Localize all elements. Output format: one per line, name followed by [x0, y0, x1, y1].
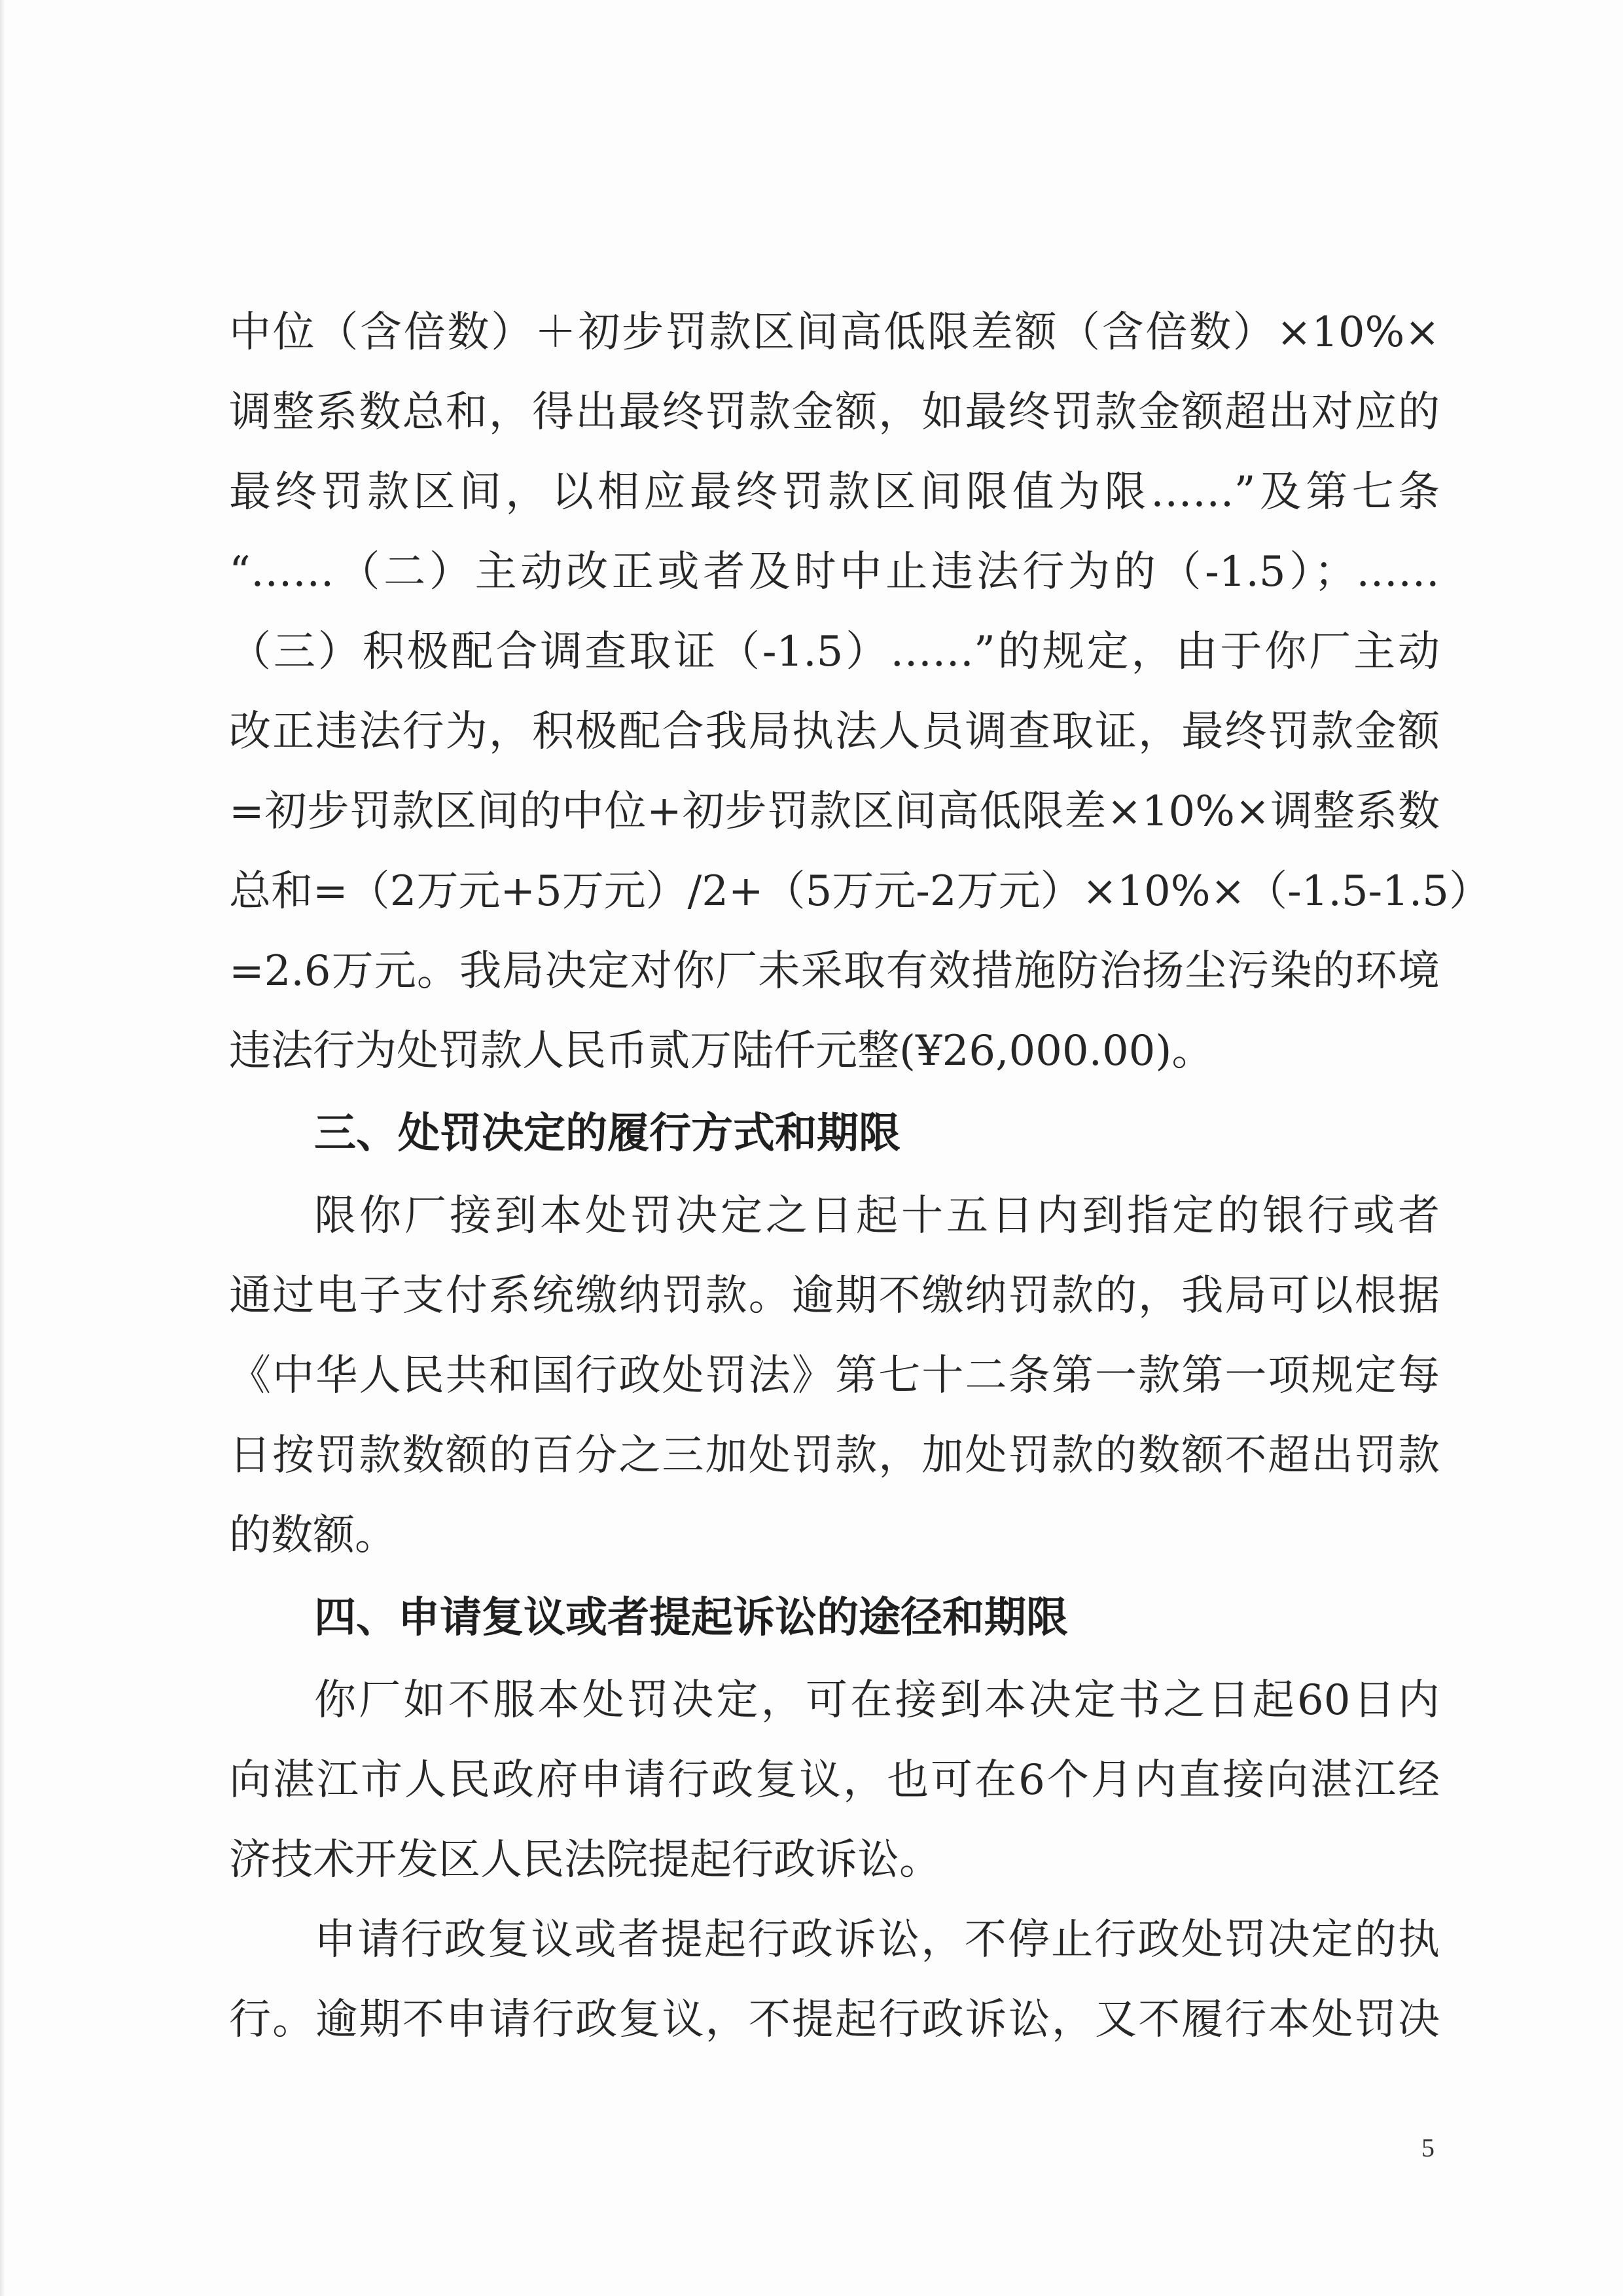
body-line: 你厂如不服本处罚决定，可在接到本决定书之日起60日内 — [314, 1676, 1440, 1725]
body-line: “……（二）主动改正或者及时中止违法行为的（-1.5）；…… — [229, 548, 1440, 596]
body-line: （三）积极配合调查取证（-1.5）……”的规定，由于你厂主动 — [229, 628, 1440, 676]
body-line: 济技术开发区人民法院提起行政诉讼。 — [229, 1836, 941, 1884]
body-line: 调整系数总和，得出最终罚款金额，如最终罚款金额超出对应的 — [229, 388, 1440, 437]
section-heading: 四、申请复议或者提起诉讼的途径和期限 — [314, 1594, 1068, 1642]
page-number: 5 — [1421, 2133, 1435, 2162]
body-line: 最终罚款区间，以相应最终罚款区间限值为限……”及第七条 — [229, 468, 1440, 516]
body-line: 总和=（2万元+5万元）/2+（5万元-2万元）×10%×（-1.5-1.5） — [229, 867, 1491, 916]
body-line: 日按罚款数额的百分之三加处罚款，加处罚款的数额不超出罚款 — [229, 1431, 1440, 1480]
body-line: 《中华人民共和国行政处罚法》第七十二条第一款第一项规定每 — [229, 1352, 1440, 1400]
section-heading: 三、处罚决定的履行方式和期限 — [314, 1109, 901, 1158]
body-line: 行。逾期不申请行政复议，不提起行政诉讼，又不履行本处罚决 — [229, 1996, 1440, 2044]
body-line: 违法行为处罚款人民币贰万陆仟元整(¥26,000.00)。 — [229, 1027, 1214, 1075]
body-line: 的数额。 — [229, 1511, 397, 1560]
body-line: 限你厂接到本处罚决定之日起十五日内到指定的银行或者 — [314, 1192, 1440, 1240]
body-line: 通过电子支付系统缴纳罚款。逾期不缴纳罚款的，我局可以根据 — [229, 1272, 1440, 1320]
body-line: =2.6万元。我局决定对你厂未采取有效措施防治扬尘污染的环境 — [229, 947, 1440, 996]
body-line: 中位（含倍数）＋初步罚款区间高低限差额（含倍数）×10%× — [229, 308, 1440, 357]
body-line: 改正违法行为，积极配合我局执法人员调查取证，最终罚款金额 — [229, 708, 1440, 756]
body-line: 向湛江市人民政府申请行政复议，也可在6个月内直接向湛江经 — [229, 1756, 1440, 1804]
body-line: 申请行政复议或者提起行政诉讼，不停止行政处罚决定的执 — [314, 1916, 1440, 1964]
scan-edge — [0, 0, 5, 2296]
body-line: =初步罚款区间的中位+初步罚款区间高低限差×10%×调整系数 — [229, 787, 1440, 836]
